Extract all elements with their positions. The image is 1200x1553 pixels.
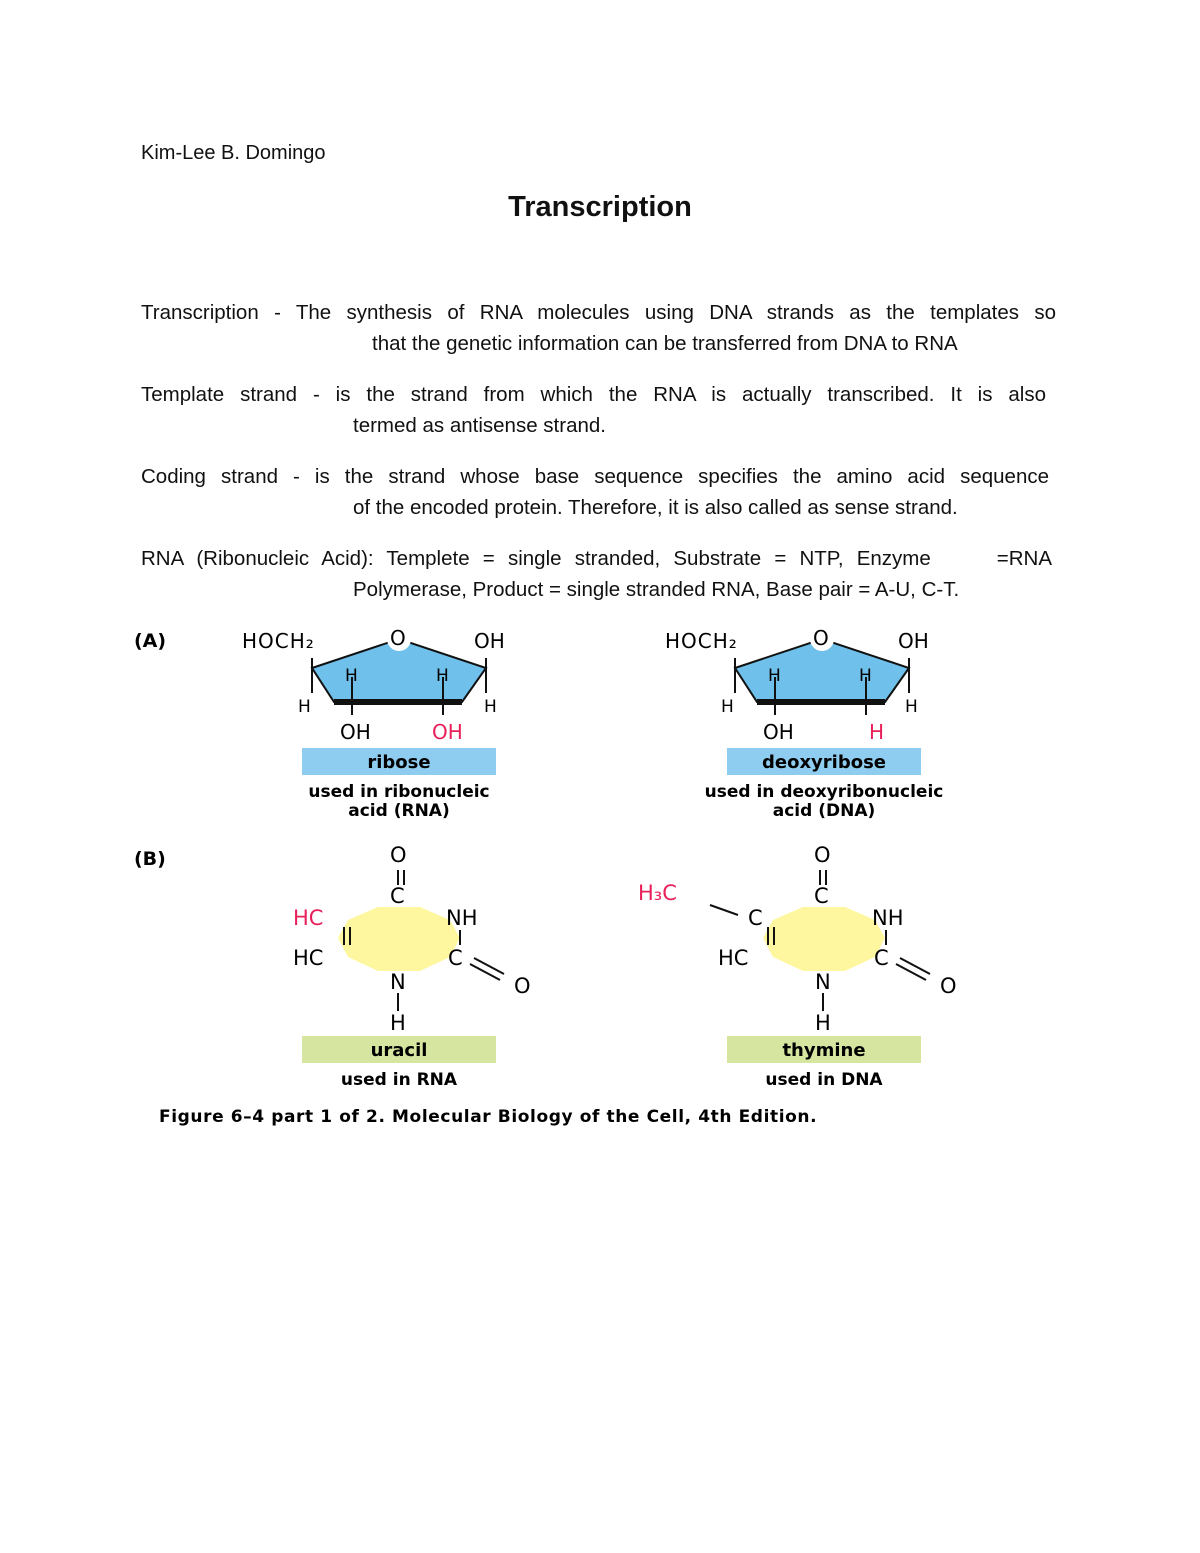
ribose-oh-top: OH	[474, 629, 505, 653]
deoxyribose-oh-bottom-left: OH	[763, 720, 794, 744]
definition-transcription	[141, 297, 1056, 359]
thymine-c-right: C	[874, 946, 889, 970]
uracil-hc: HC	[293, 946, 324, 970]
deoxyribose-h: H	[768, 666, 781, 686]
deoxyribose-structure	[665, 626, 929, 744]
thymine-nh: NH	[872, 906, 904, 930]
author-name: Kim-Lee B. Domingo	[141, 142, 326, 164]
thymine-structure	[638, 843, 957, 1035]
molecule-diagram	[130, 615, 1010, 1135]
definition-line: Polymerase, Product = single stranded RNA, Base pair = A-U, C-T.	[353, 578, 960, 601]
ribose-h: H	[436, 666, 449, 686]
thymine-methyl: H₃C	[638, 881, 677, 905]
ribose-oh-bottom-right: OH	[432, 720, 463, 744]
deoxyribose-h: H	[859, 666, 872, 686]
panel-b-label: (B)	[134, 848, 166, 870]
definition-line: Template strand - is the strand from which the RNA is actually transcribed. It is also	[141, 383, 1046, 406]
ribose-label: ribose	[367, 752, 431, 773]
deoxyribose-caption: acid (DNA)	[772, 801, 876, 821]
ribose-h: H	[345, 666, 358, 686]
uracil-ring	[338, 907, 460, 971]
thymine-o-top: O	[814, 843, 831, 867]
ribose-oh-bottom-left: OH	[340, 720, 371, 744]
definition-line: Coding strand - is the strand whose base sequence specifies the amino acid sequence	[141, 465, 1049, 488]
thymine-hc: HC	[718, 946, 749, 970]
panel-a-label: (A)	[134, 630, 167, 652]
thymine-c-left: C	[748, 906, 763, 930]
ribose-h: H	[298, 697, 311, 717]
deoxyribose-h-bottom-right: H	[869, 720, 885, 744]
thymine-n: N	[815, 970, 831, 994]
deoxyribose-hoch2: HOCH₂	[665, 629, 738, 653]
thymine-h: H	[815, 1011, 831, 1035]
deoxyribose-h: H	[905, 697, 918, 717]
deoxyribose-o: O	[813, 626, 829, 650]
figure-6-4	[130, 615, 1010, 1135]
uracil-c-top: C	[390, 884, 405, 908]
ribose-h: H	[484, 697, 497, 717]
uracil-c-right: C	[448, 946, 463, 970]
ribose-o: O	[390, 626, 406, 650]
thymine-ring	[763, 907, 885, 971]
ribose-caption: used in ribonucleic	[308, 782, 490, 802]
definition-line: Transcription - The synthesis of RNA molecules using DNA strands as the templates so	[141, 301, 1056, 324]
uracil-label: uracil	[370, 1040, 428, 1061]
definition-line: that the genetic information can be transferred from DNA to RNA	[372, 332, 958, 355]
ribose-hoch2: HOCH₂	[242, 629, 315, 653]
thymine-caption: used in DNA	[765, 1070, 883, 1090]
uracil-n: N	[390, 970, 406, 994]
deoxyribose-label: deoxyribose	[761, 752, 887, 773]
definition-line: termed as antisense strand.	[353, 414, 606, 437]
uracil-o-top: O	[390, 843, 407, 867]
uracil-caption: used in RNA	[340, 1070, 458, 1090]
thymine-c-top: C	[814, 884, 829, 908]
deoxyribose-caption: used in deoxyribonucleic	[704, 782, 944, 802]
deoxyribose-h: H	[721, 697, 734, 717]
uracil-o-right: O	[514, 974, 531, 998]
definition-coding-strand	[141, 461, 1049, 523]
definition-rna	[141, 543, 1052, 605]
thymine-label: thymine	[782, 1040, 866, 1061]
ribose-caption: acid (RNA)	[348, 801, 450, 821]
thymine-o-right: O	[940, 974, 957, 998]
deoxyribose-oh-top: OH	[898, 629, 929, 653]
ribose-structure	[242, 626, 505, 744]
definition-template-strand	[141, 379, 1046, 441]
definition-line: of the encoded protein. Therefore, it is also called as sense strand.	[353, 496, 958, 519]
uracil-h: H	[390, 1011, 406, 1035]
figure-caption: Figure 6–4 part 1 of 2. Molecular Biology of the Cell, 4th Edition.	[159, 1107, 818, 1127]
uracil-structure	[293, 843, 531, 1035]
uracil-hc-highlight: HC	[293, 906, 324, 930]
definition-line: RNA (Ribonucleic Acid): Templete = single stranded, Substrate = NTP, Enzyme =RNA	[141, 547, 1052, 570]
page-title: Transcription	[508, 191, 692, 223]
uracil-nh: NH	[446, 906, 478, 930]
